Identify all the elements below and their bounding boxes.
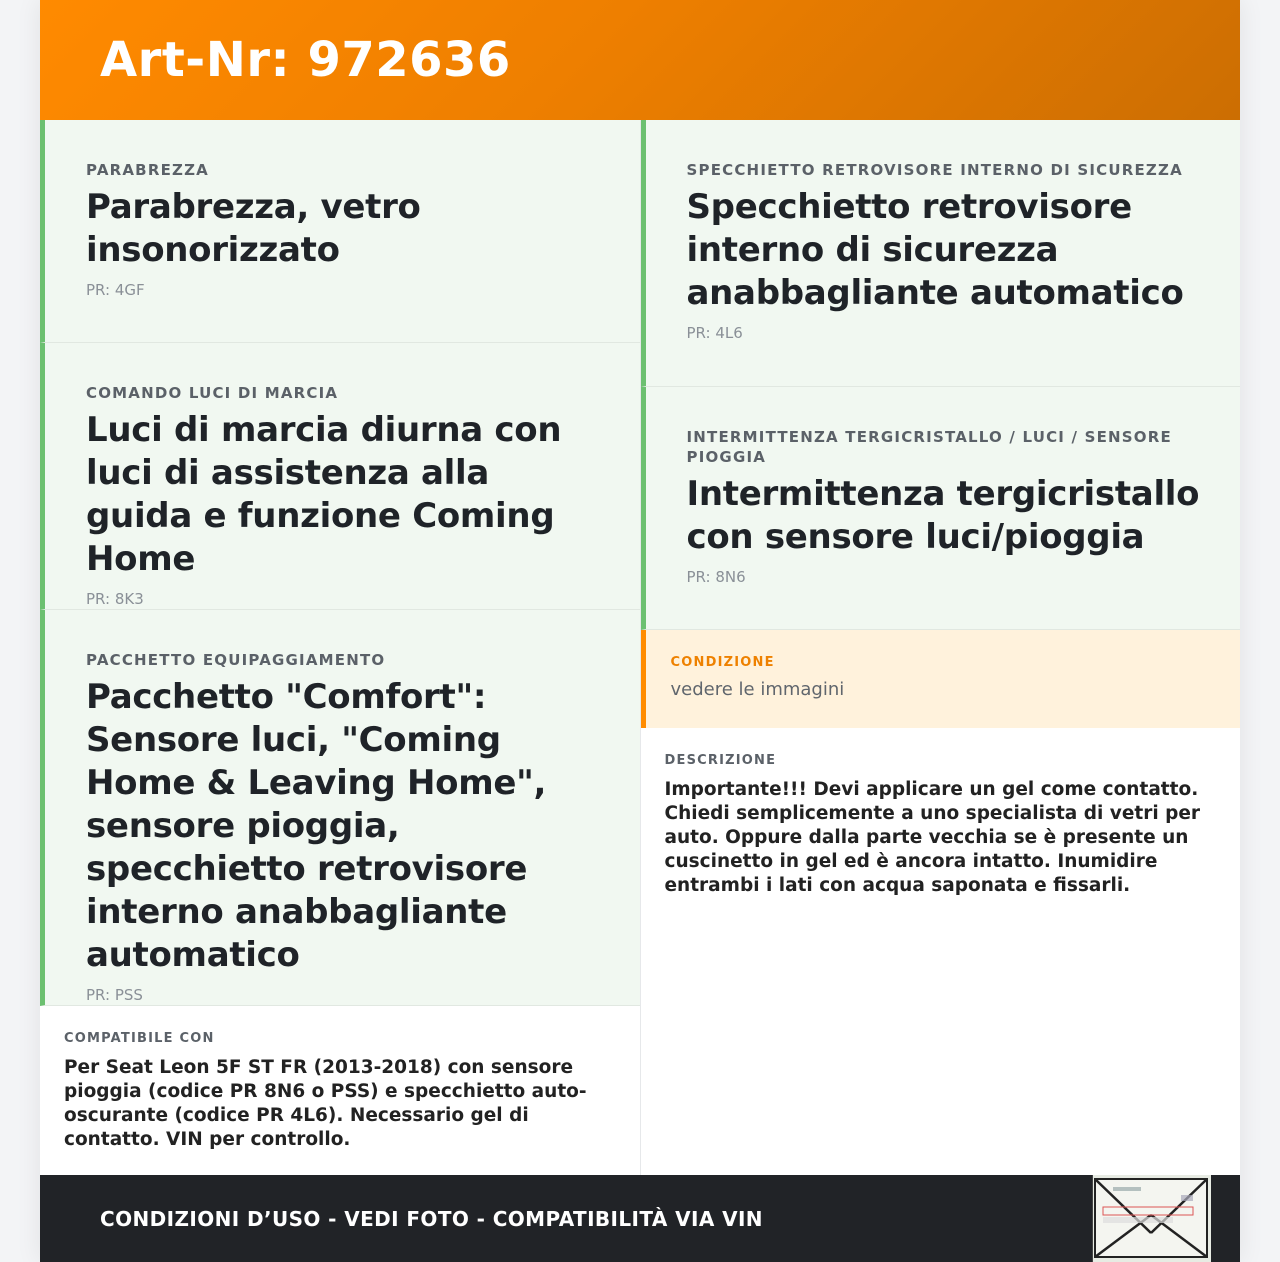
feature-title: Luci di marcia diurna con luci di assistenza alla guida e funzione Coming Home	[86, 410, 562, 579]
feature-category: PARABREZZA	[86, 161, 209, 179]
description-section	[641, 728, 1241, 898]
feature-category: COMANDO LUCI DI MARCIA	[86, 384, 339, 402]
feature-title: Specchietto retrovisore interno di sicurezza anabbagliante automatico	[686, 187, 1184, 313]
article-number-title: Art-Nr: 972636	[100, 32, 511, 88]
feature-title: Intermittenza tergicristallo con sensore luci/pioggia	[686, 474, 1200, 557]
feature-pr-code: PR: PSS	[86, 986, 143, 1004]
feature-pr-code: PR: 8K3	[86, 590, 144, 608]
feature-category: PACCHETTO EQUIPAGGIAMENTO	[86, 651, 386, 669]
left-column	[40, 120, 641, 1176]
feature-pr-code: PR: 8N6	[686, 568, 746, 586]
right-column	[641, 120, 1241, 1176]
feature-card-wiper	[641, 387, 1241, 630]
content-columns	[40, 120, 1240, 1176]
condition-value: vedere le immagini	[670, 679, 845, 700]
description-text: Importante!!! Devi applicare un gel come contatto. Chiedi semplicemente a uno specialista di vetri per auto. Oppure dalla parte vecchia se è presente un cuscinetto in gel ed è ancora intatto. Inumidire entrambi i lati con acqua saponata e fissarli.	[664, 779, 1201, 896]
feature-category: INTERMITTENZA TERGICRISTALLO / LUCI / SENSORE PIOGGIA	[686, 428, 1172, 466]
feature-pr-code: PR: 4L6	[686, 324, 743, 342]
envelope-photo-icon[interactable]	[1092, 1175, 1211, 1262]
feature-title: Pacchetto "Comfort": Sensore luci, "Coming Home & Leaving Home", sensore pioggia, specchietto retrovisore interno anabbagliante automatico	[86, 677, 547, 975]
feature-category: SPECCHIETTO RETROVISORE INTERNO DI SICUREZZA	[686, 161, 1183, 179]
feature-card-package	[40, 610, 640, 1006]
compatibility-label: COMPATIBILE CON	[64, 1031, 215, 1046]
feature-card-windshield	[40, 120, 640, 343]
condition-label: CONDIZIONE	[670, 655, 775, 670]
description-label: DESCRIZIONE	[664, 753, 777, 768]
compatibility-section	[40, 1006, 640, 1176]
condition-box	[641, 630, 1241, 728]
compatibility-text: Per Seat Leon 5F ST FR (2013-2018) con sensore pioggia (codice PR 8N6 o PSS) e specchietto auto-oscurante (codice PR 4L6). Necessario gel di contatto. VIN per controllo.	[64, 1057, 587, 1150]
feature-card-lights	[40, 343, 640, 610]
header-bar	[40, 0, 1240, 120]
product-sheet	[40, 0, 1240, 1262]
feature-card-mirror	[641, 120, 1241, 387]
feature-title: Parabrezza, vetro insonorizzato	[86, 187, 421, 270]
feature-pr-code: PR: 4GF	[86, 281, 145, 299]
footer-bar	[40, 1175, 1240, 1262]
thumbnail-graphic	[1093, 1175, 1211, 1262]
footer-text: CONDIZIONI D’USO - VEDI FOTO - COMPATIBILITÀ VIA VIN	[100, 1206, 763, 1231]
